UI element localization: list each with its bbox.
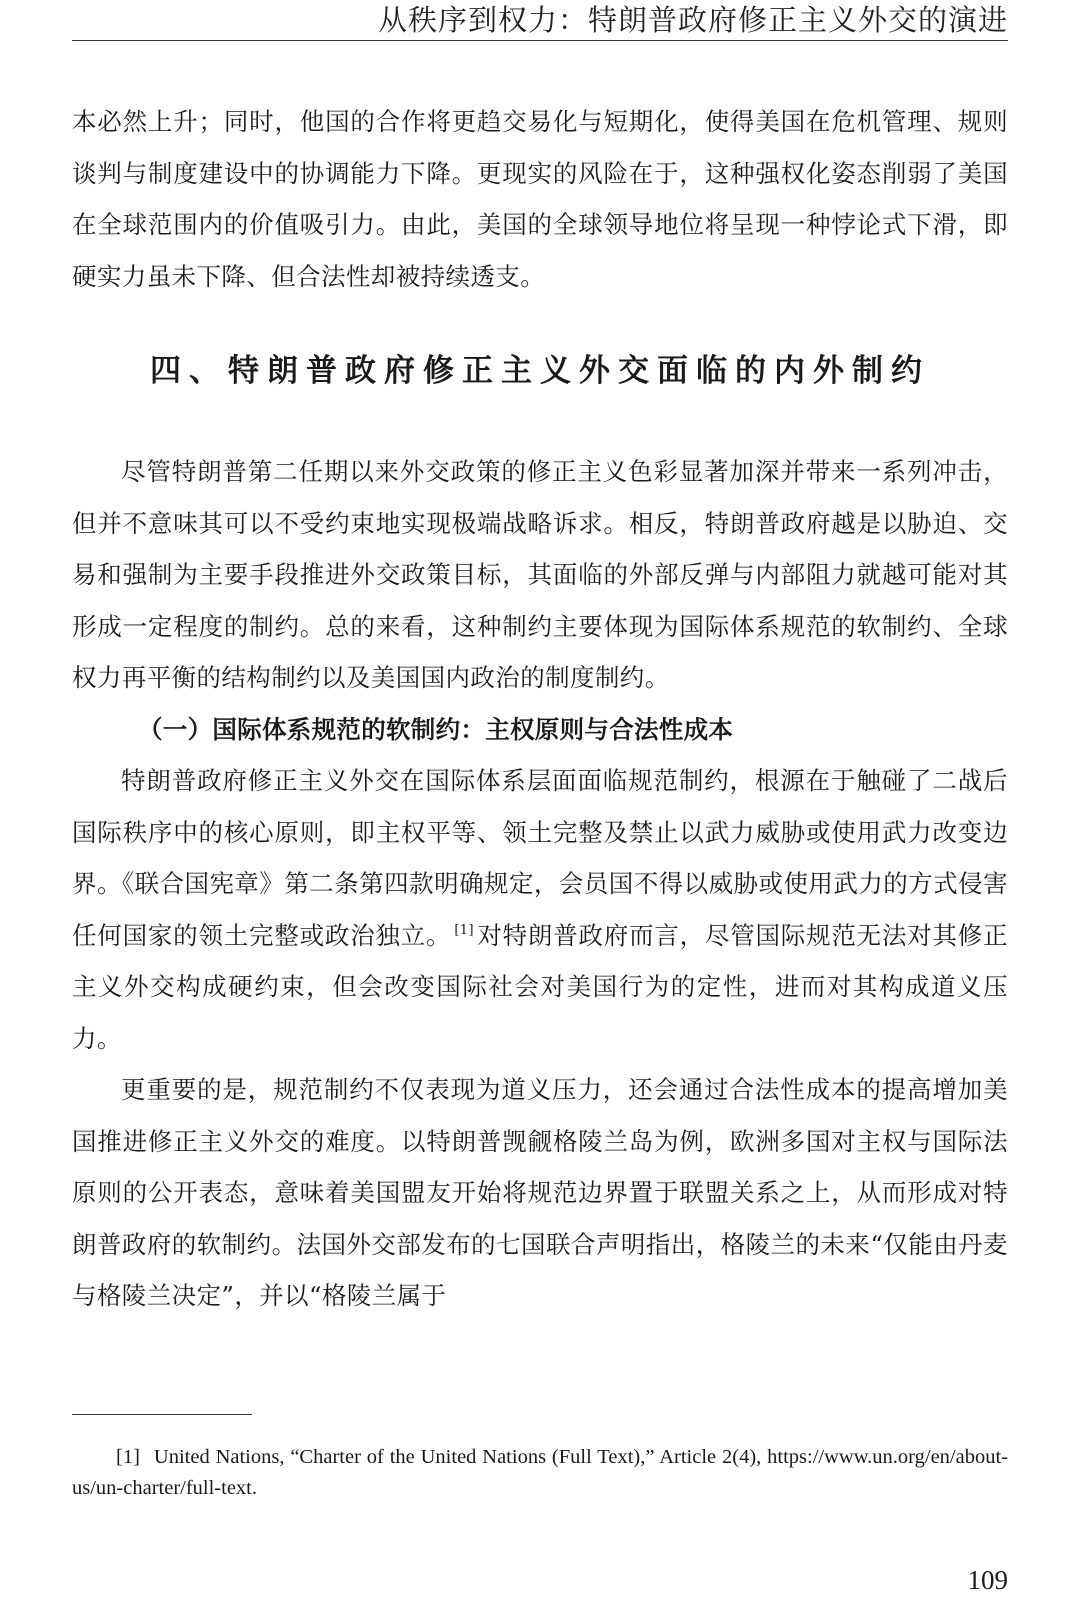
footnote-divider	[72, 1414, 252, 1415]
footnote	[72, 1442, 1008, 1504]
running-header: 从秩序到权力：特朗普政府修正主义外交的演进	[72, 0, 1008, 41]
paragraph-continued: 本必然上升；同时，他国的合作将更趋交易化与短期化，使得美国在危机管理、规则谈判与制度建设中的协调能力下降。更现实的风险在于，这种强权化姿态削弱了美国在全球范围内的价值吸引力。由此，美国的全球领导地位将呈现一种悖论式下滑，即硬实力虽未下降、但合法性却被持续透支。	[72, 107, 1008, 291]
footnote-mark: [1]	[116, 1446, 140, 1468]
main-text	[72, 96, 1008, 1322]
footnote-text: United Nations, “Charter of the United Nations (Full Text),” Article 2(4), https://www.un.org/en/about-us/un-charter/full-text.	[72, 1446, 1008, 1499]
subsection-heading: （一）国际体系规范的软制约：主权原则与合法性成本	[138, 714, 734, 744]
paragraph-norms-text-b: 对特朗普政府而言，尽管国际规范无法对其修正主义外交构成硬约束，但会改变国际社会对美国行为的定性，进而对其构成道义压力。	[72, 920, 1008, 1053]
section-heading: 四、特朗普政府修正主义外交面临的内外制约	[150, 353, 930, 389]
paragraph-norms-text-a: 特朗普政府修正主义外交在国际体系层面面临规范制约，根源在于触碰了二战后国际秩序中的核心原则，即主权平等、领土完整及禁止以武力威胁或使用武力改变边界。《联合国宪章》第二条第四款明确规定，会员国不得以威胁或使用武力的方式侵害任何国家的领土完整或政治独立。	[72, 766, 1008, 950]
paragraph-intro: 尽管特朗普第二任期以来外交政策的修正主义色彩显著加深并带来一系列冲击，但并不意味其可以不受约束地实现极端战略诉求。相反，特朗普政府越是以胁迫、交易和强制为主要手段推进外交政策目标，其面临的外部反弹与内部阻力就越可能对其形成一定程度的制约。总的来看，这种制约主要体现为国际体系规范的软制约、全球权力再平衡的结构制约以及美国国内政治的制度制约。	[72, 457, 1008, 692]
paragraph-greenland: 更重要的是，规范制约不仅表现为道义压力，还会通过合法性成本的提高增加美国推进修正主义外交的难度。以特朗普觊觎格陵兰岛为例，欧洲多国对主权与国际法原则的公开表态，意味着美国盟友开始将规范边界置于联盟关系之上，从而形成对特朗普政府的软制约。法国外交部发布的七国联合声明指出，格陵兰的未来“仅能由丹麦与格陵兰决定”，并以“格陵兰属于	[72, 1075, 1008, 1310]
footnote-reference[interactable]: [1]	[454, 922, 474, 938]
paragraph-norms	[72, 755, 1008, 1064]
page-number: 109	[967, 1565, 1008, 1595]
